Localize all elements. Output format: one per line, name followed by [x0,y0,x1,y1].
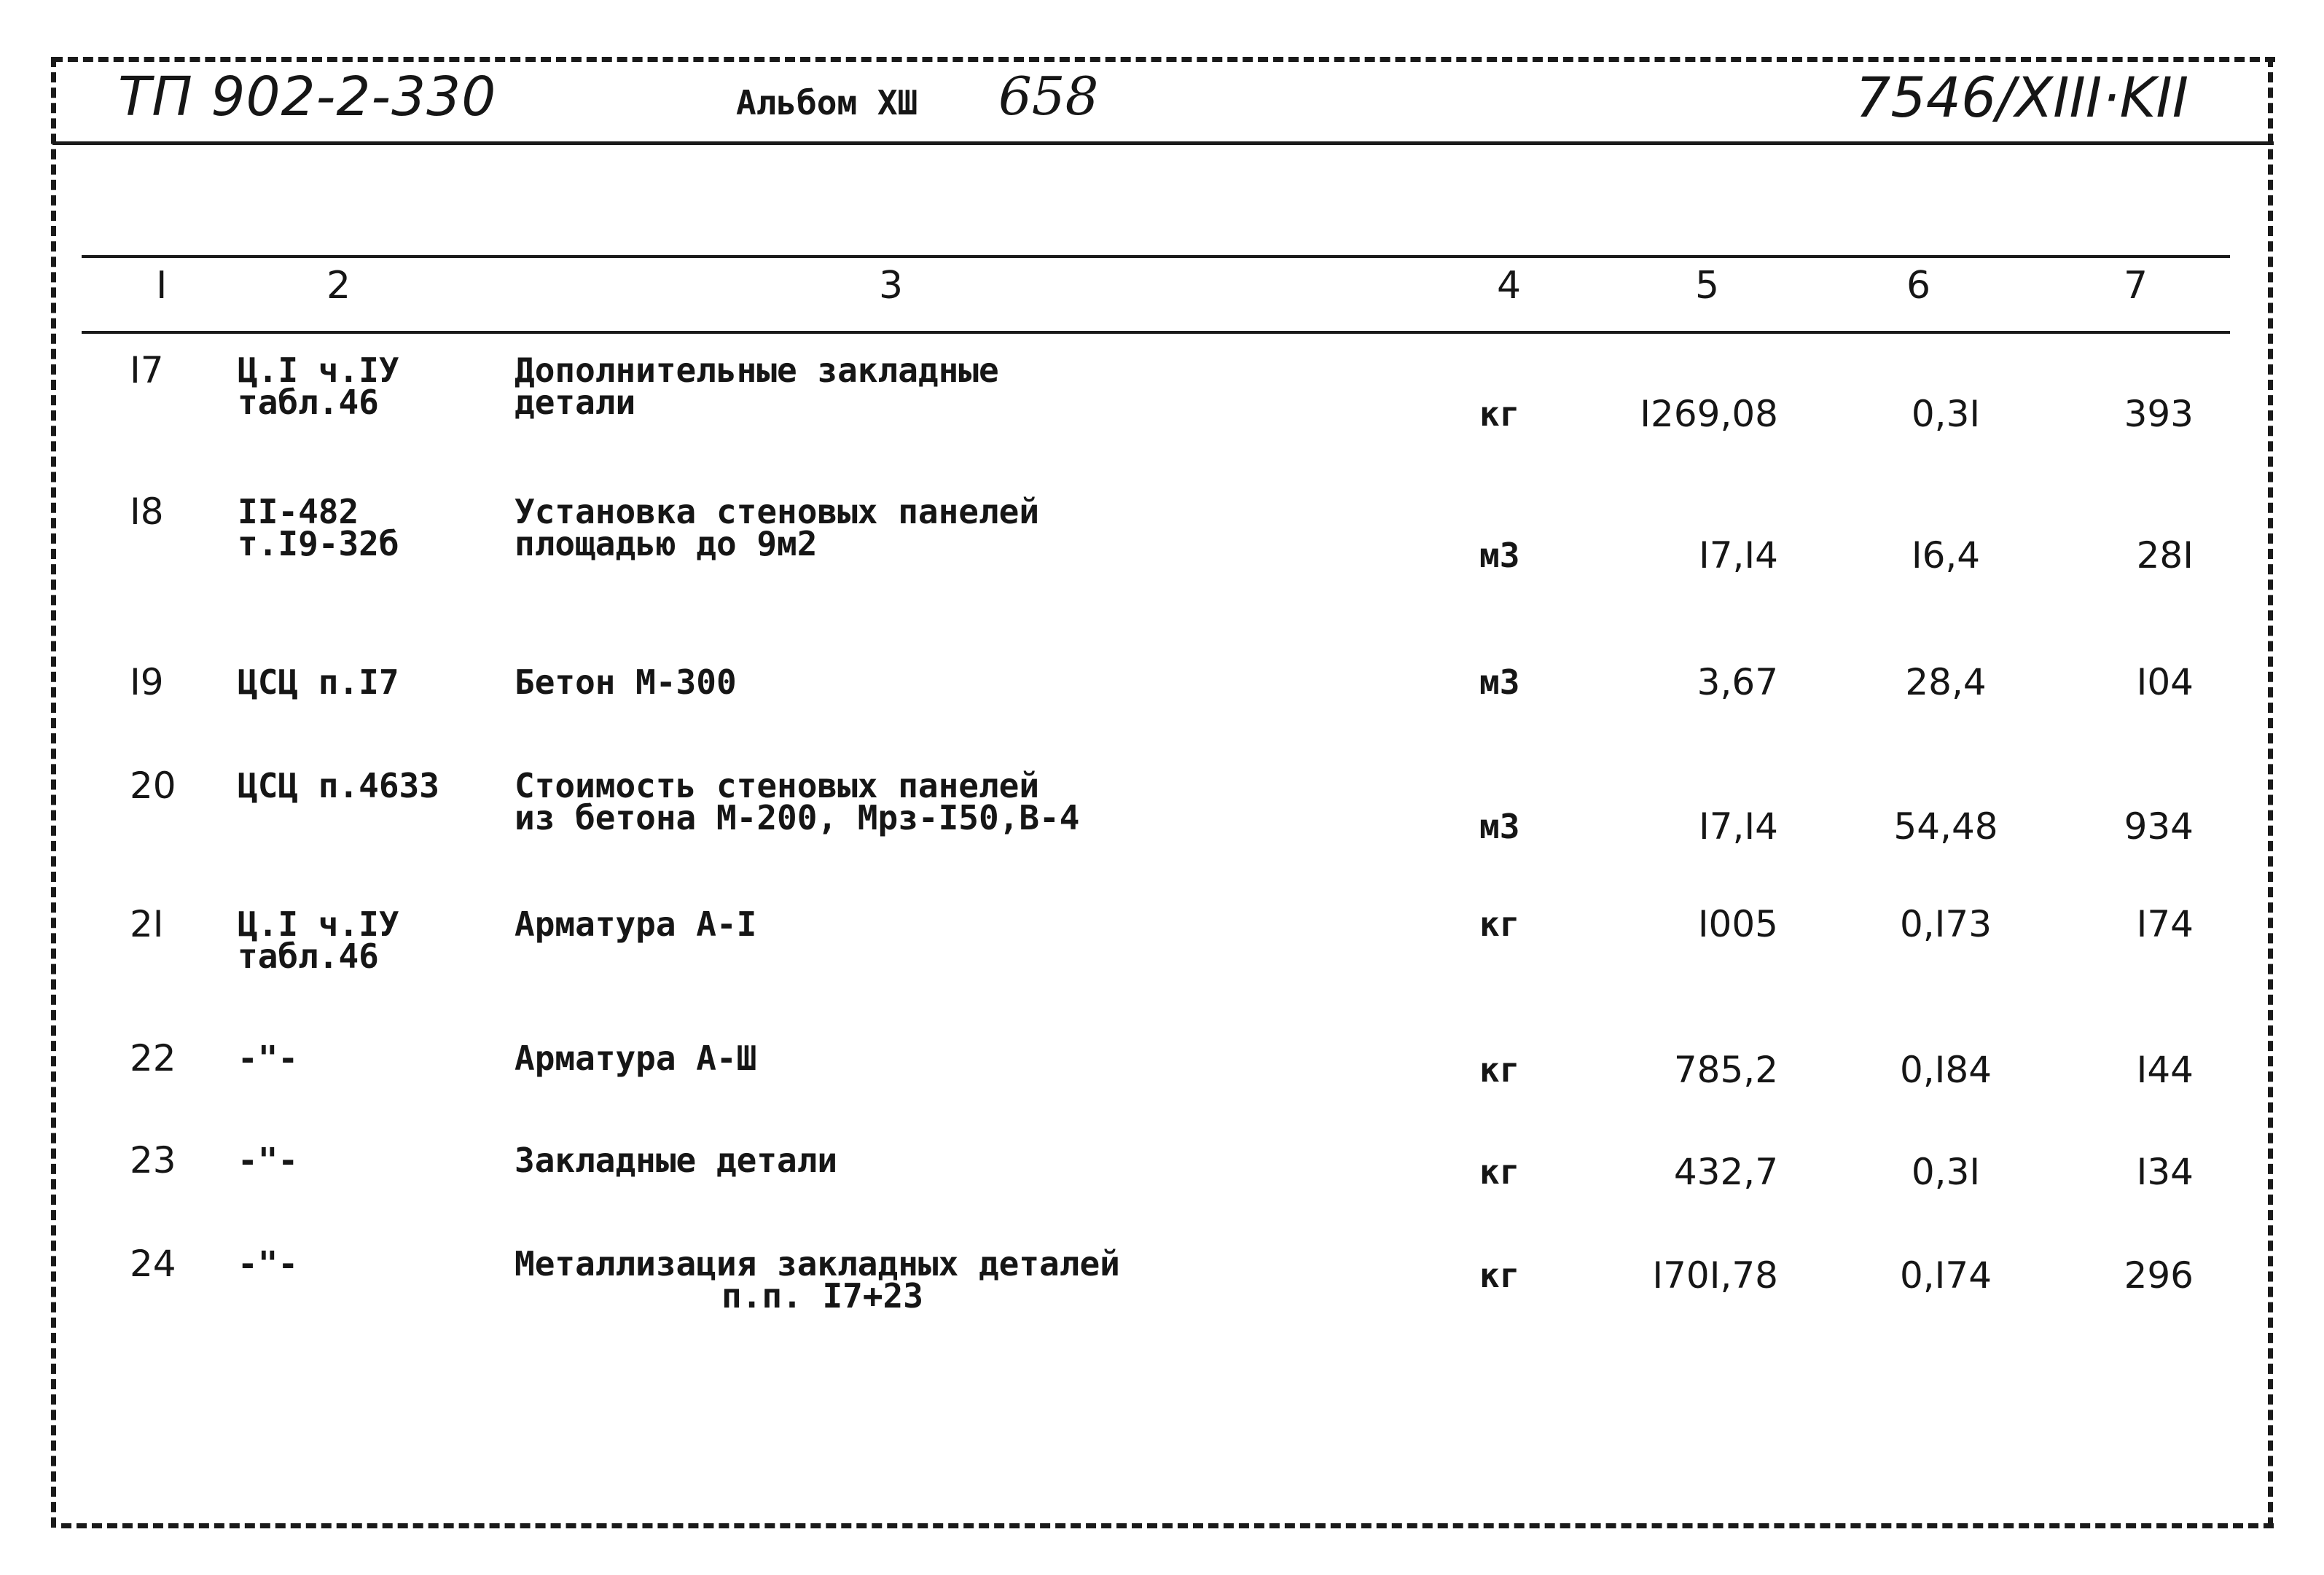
unit-of-measure: кг [1479,1050,1520,1090]
total-value: 296 [2124,1254,2194,1297]
frame-top-border [52,57,2275,62]
column-header-3: 3 [879,264,904,308]
frame-bottom-border [61,1523,2274,1528]
unit-price-value: 0,3I [1911,1151,1981,1193]
row-number: 24 [130,1243,176,1285]
frame-left-border [51,57,56,1528]
reference-code: табл.46 [238,937,379,976]
unit-of-measure: кг [1479,394,1520,434]
row-number: I8 [130,491,164,533]
item-description: Стоимость стеновых панелей [515,766,1040,805]
reference-code: т.I9-32б [238,524,399,563]
reference-code: Ц.I ч.IУ [238,904,399,944]
column-header-7: 7 [2124,264,2148,308]
reference-code: Ц.I ч.IУ [238,351,399,390]
item-description: детали [515,383,636,422]
column-header-5: 5 [1695,264,1720,308]
album-label: Альбом XШ [736,83,918,122]
row-number: I7 [130,349,164,391]
row-number: 2I [130,903,164,945]
reference-code: ЦСЦ п.4633 [238,766,439,805]
reference-code: -"- [238,1141,299,1180]
unit-price-value: 0,I73 [1899,903,1992,945]
reference-code: табл.46 [238,383,379,422]
unit-of-measure: м3 [1479,663,1520,702]
column-header-2: 2 [326,264,351,308]
unit-of-measure: м3 [1479,536,1520,575]
quantity-value: I7,I4 [1698,805,1778,848]
row-number: 20 [130,765,176,807]
column-header-1: I [156,264,168,308]
project-code: ТП 902-2-330 [118,66,497,128]
unit-price-value: 28,4 [1905,661,1987,703]
total-value: I74 [2136,903,2194,945]
reference-code: II-482 [238,492,359,531]
item-description: Установка стеновых панелей [515,492,1040,531]
reference-code: ЦСЦ п.I7 [238,663,399,702]
quantity-value: 785,2 [1673,1049,1778,1091]
album-number: 658 [998,66,1099,127]
quantity-value: I269,08 [1640,393,1778,435]
frame-right-border [2268,57,2273,1528]
quantity-value: I70I,78 [1652,1254,1778,1297]
unit-of-measure: м3 [1479,807,1520,846]
total-value: 28I [2136,534,2194,577]
row-number: 22 [130,1037,176,1079]
unit-of-measure: кг [1479,1152,1520,1192]
item-description: Арматура А-I [515,904,757,944]
catalog-number: 7546/XIII·KII [1855,65,2189,130]
unit-price-value: 0,I74 [1899,1254,1992,1297]
table-header-rule [82,331,2230,334]
unit-price-value: I6,4 [1911,534,1981,577]
unit-of-measure: кг [1479,904,1520,944]
title-divider [52,141,2274,145]
item-description: Бетон М-300 [515,663,737,702]
table-top-rule [82,255,2230,258]
item-description: Металлизация закладных деталей [515,1244,1120,1283]
column-header-4: 4 [1497,264,1522,308]
row-number: I9 [130,661,164,703]
column-header-6: 6 [1906,264,1931,308]
total-value: 393 [2124,393,2194,435]
item-description: площадью до 9м2 [515,524,818,563]
total-value: I44 [2136,1049,2194,1091]
unit-price-value: 0,I84 [1899,1049,1992,1091]
quantity-value: I7,I4 [1698,534,1778,577]
quantity-value: 3,67 [1697,661,1778,703]
quantity-value: 432,7 [1673,1151,1778,1193]
row-number: 23 [130,1139,176,1181]
unit-of-measure: кг [1479,1256,1520,1295]
item-description: Арматура А-Ш [515,1039,757,1078]
unit-price-value: 0,3I [1911,393,1981,435]
total-value: I34 [2136,1151,2194,1193]
item-description: Закладные детали [515,1141,838,1180]
item-description: Дополнительные закладные [515,351,999,390]
unit-price-value: 54,48 [1893,805,1998,848]
quantity-value: I005 [1697,903,1778,945]
reference-code: -"- [238,1039,299,1078]
item-description: из бетона М-200, Мрз-I50,В-4 [515,798,1080,837]
total-value: 934 [2124,805,2194,848]
item-description: п.п. I7+23 [721,1276,923,1316]
total-value: I04 [2136,661,2194,703]
reference-code: -"- [238,1244,299,1283]
